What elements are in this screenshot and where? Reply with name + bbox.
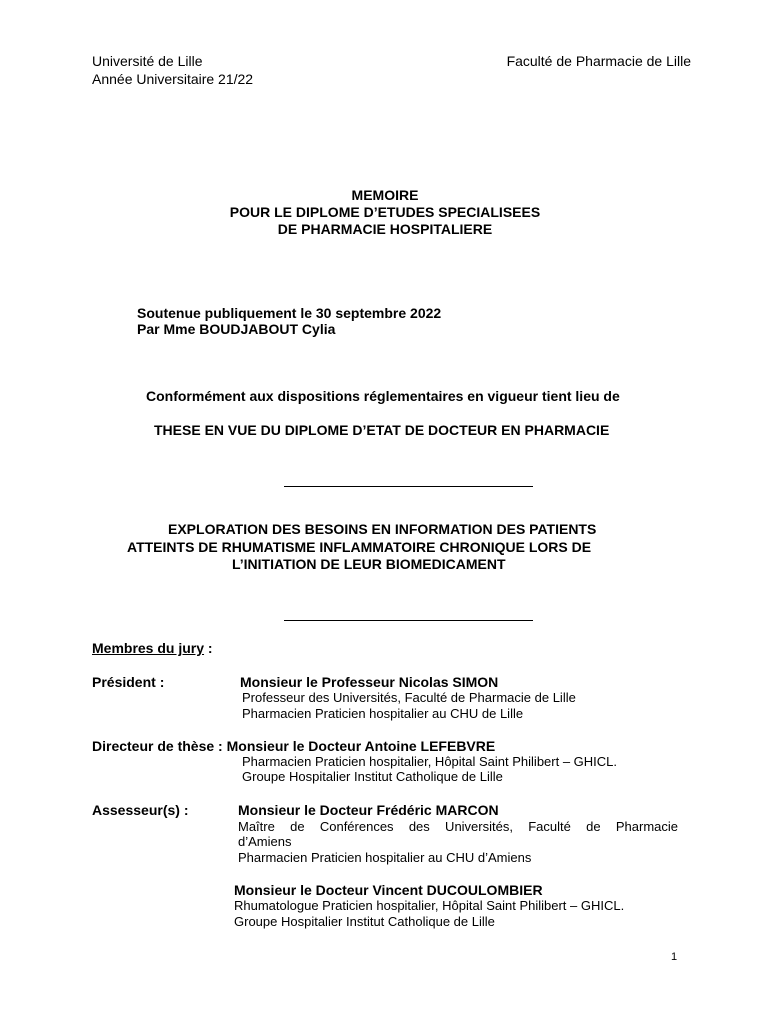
director-label: Directeur de thèse : Monsieur le Docteur Antoine LEFEBVRE: [92, 738, 496, 754]
title-line-1: MEMOIRE: [351, 187, 419, 203]
page-number: 1: [671, 951, 678, 963]
assessor-1-title-cont: d’Amiens: [238, 834, 292, 849]
president-title: Professeur des Universités, Faculté de Pharmacie de Lille: [242, 690, 576, 705]
thesis-degree: THESE EN VUE DU DIPLOME D’ETAT DE DOCTEUR EN PHARMACIE: [154, 422, 610, 438]
president-position: Pharmacien Praticien hospitalier au CHU de Lille: [242, 706, 524, 721]
assessor-2-position: Rhumatologue Praticien hospitalier, Hôpital Saint Philibert – GHICL.: [234, 898, 625, 913]
director-institution: Groupe Hospitalier Institut Catholique de Lille: [242, 769, 503, 784]
assessor-1-name: Monsieur le Docteur Frédéric MARCON: [238, 802, 499, 818]
defense-candidate: Par Mme BOUDJABOUT Cylia: [137, 321, 336, 337]
divider-top: [284, 486, 533, 487]
jury-heading-colon: :: [204, 640, 213, 656]
assessor-label: Assesseur(s) :: [92, 802, 189, 818]
assessor-2-institution: Groupe Hospitalier Institut Catholique de Lille: [234, 914, 495, 929]
jury-heading: [92, 640, 213, 656]
defense-date: Soutenue publiquement le 30 septembre 2022: [137, 305, 442, 321]
faculty-name: Faculté de Pharmacie de Lille: [506, 53, 691, 69]
president-label: Président :: [92, 674, 165, 690]
president-name: Monsieur le Professeur Nicolas SIMON: [240, 674, 499, 690]
academic-year: Année Universitaire 21/22: [92, 71, 254, 87]
assessor-1-position: Pharmacien Praticien hospitalier au CHU d’Amiens: [238, 850, 532, 865]
thesis-title-line-3: L’INITIATION DE LEUR BIOMEDICAMENT: [232, 556, 506, 572]
title-line-2: POUR LE DIPLOME D’ETUDES SPECIALISEES: [229, 204, 541, 220]
director-position: Pharmacien Praticien hospitalier, Hôpital Saint Philibert – GHICL.: [242, 754, 618, 769]
thesis-title-line-1: EXPLORATION DES BESOINS EN INFORMATION DES PATIENTS: [168, 521, 597, 537]
assessor-2-name: Monsieur le Docteur Vincent DUCOULOMBIER: [234, 882, 543, 898]
university-name: Université de Lille: [92, 53, 203, 69]
thesis-title-line-2: ATTEINTS DE RHUMATISME INFLAMMATOIRE CHRONIQUE LORS DE: [127, 539, 592, 555]
conformity-statement: Conformément aux dispositions réglementaires en vigueur tient lieu de: [146, 388, 620, 404]
title-line-3: DE PHARMACIE HOSPITALIERE: [277, 221, 493, 237]
divider-bottom: [284, 620, 533, 621]
assessor-1-title: Maître de Conférences des Universités, Faculté de Pharmacie: [238, 819, 678, 834]
jury-heading-text: Membres du jury: [92, 640, 205, 656]
